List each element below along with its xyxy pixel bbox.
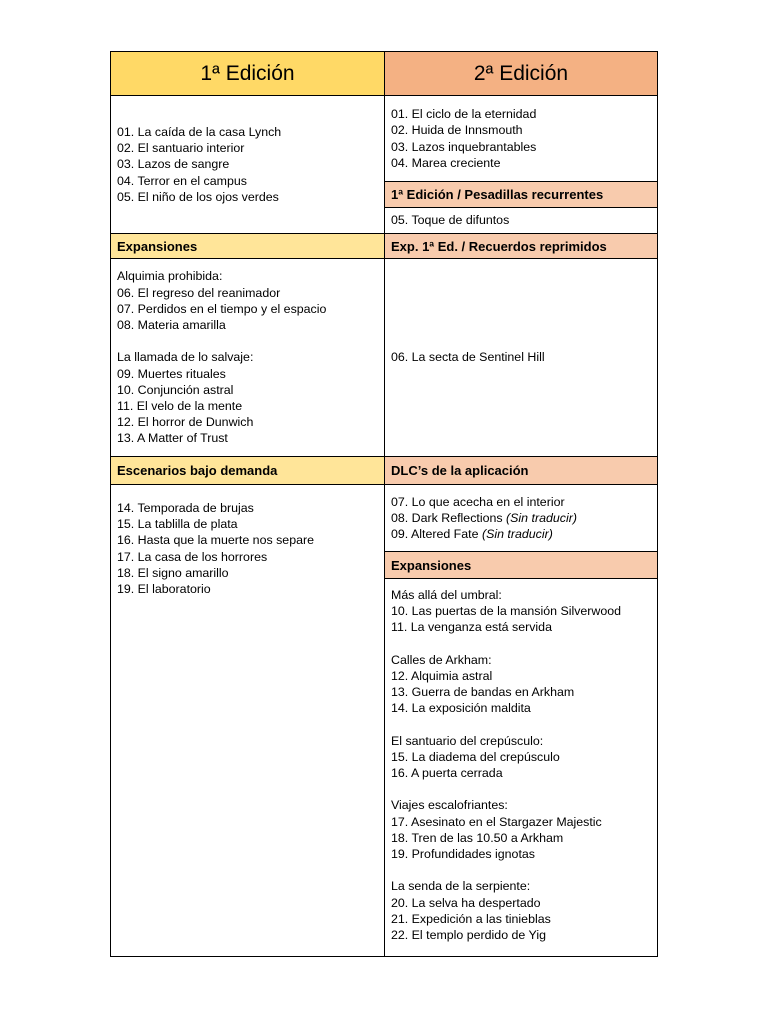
group-title: Viajes escalofriantes:: [391, 798, 508, 813]
recurrent-list: [384, 207, 658, 234]
first-edition-core-list: [110, 95, 385, 234]
list-item: 17. Asesinato en el Stargazer Majestic: [391, 814, 602, 829]
section-title: DLC’s de la aplicación: [391, 463, 529, 478]
list-item: 19. El laboratorio: [117, 581, 211, 596]
list-item: 21. Expedición a las tinieblas: [391, 911, 551, 926]
list-item: 13. Guerra de bandas en Arkham: [391, 685, 575, 700]
list-item: 18. El signo amarillo: [117, 565, 229, 580]
header-first-edition: [110, 51, 385, 96]
list-item: 15. La diadema del crepúsculo: [391, 749, 560, 764]
group-title: El santuario del crepúsculo:: [391, 733, 544, 748]
list-item: 04. Marea creciente: [391, 155, 501, 170]
first-edition-expansions-list: [110, 258, 385, 457]
list-item: 16. Hasta que la muerte nos separe: [117, 533, 314, 548]
list-item: 12. El horror de Dunwich: [117, 415, 254, 430]
second-edition-core-list: [384, 95, 658, 182]
section-expansions-right: [384, 551, 658, 579]
section-recurrent-nightmares: [384, 181, 658, 208]
section-on-demand: [110, 456, 385, 485]
group-title: La senda de la serpiente:: [391, 879, 531, 894]
on-demand-list: [110, 484, 385, 957]
header-second-edition-text: 2ª Edición: [473, 61, 569, 85]
section-title: Expansiones: [391, 557, 472, 573]
second-edition-expansions-list: [384, 578, 658, 957]
list-item: 05. Toque de difuntos: [391, 213, 510, 228]
list-item: 10. Las puertas de la mansión Silverwood: [391, 604, 622, 619]
list-item: 17. La casa de los horrores: [117, 549, 268, 564]
list-item: 01. El ciclo de la eternidad: [391, 107, 537, 122]
list-item: 22. El templo perdido de Yig: [391, 927, 546, 942]
section-title: 1ª Edición / Pesadillas recurrentes: [391, 187, 604, 202]
untranslated-note: (Sin traducir): [506, 510, 577, 525]
list-item: 20. La selva ha despertado: [391, 895, 541, 910]
section-repressed-memories: [384, 233, 658, 259]
list-item: 11. El velo de la mente: [117, 398, 243, 413]
list-item: 13. A Matter of Trust: [117, 431, 228, 446]
group-title: La llamada de lo salvaje:: [117, 350, 254, 365]
section-title: Expansiones: [117, 238, 198, 254]
list-item: 05. El niño de los ojos verdes: [117, 189, 279, 204]
list-item: 18. Tren de las 10.50 a Arkham: [391, 830, 564, 845]
list-item: 19. Profundidades ignotas: [391, 847, 535, 861]
header-second-edition: [384, 51, 658, 96]
group-title: Calles de Arkham:: [391, 652, 492, 667]
item-title: 08. Dark Reflections: [391, 510, 503, 525]
list-item: 09. Muertes rituales: [117, 366, 226, 381]
list-item: 07. Perdidos en el tiempo y el espacio: [117, 301, 327, 316]
untranslated-note: (Sin traducir): [481, 527, 553, 542]
group-title: Más allá del umbral:: [391, 588, 502, 602]
list-item: [391, 526, 657, 542]
item-title: 09. Altered Fate: [391, 527, 479, 542]
header-first-edition-text: 1ª Edición: [200, 61, 295, 85]
section-app-dlc: [384, 456, 658, 485]
list-item: 07. Lo que acecha en el interior: [391, 494, 565, 509]
list-item: 02. El santuario interior: [117, 141, 245, 156]
list-item: 06. El regreso del reanimador: [117, 285, 281, 300]
repressed-memories-list: [384, 258, 658, 457]
list-item: 16. A puerta cerrada: [391, 766, 503, 781]
list-item: 11. La venganza está servida: [391, 620, 552, 635]
list-item: 06. La secta de Sentinel Hill: [391, 350, 545, 365]
list-item: 01. La caída de la casa Lynch: [117, 125, 282, 140]
section-expansions-left: [110, 233, 385, 259]
group-title: Alquimia prohibida:: [117, 269, 223, 284]
list-item: 03. Lazos inquebrantables: [391, 139, 537, 154]
list-item: 03. Lazos de sangre: [117, 157, 230, 172]
list-item: 12. Alquimia astral: [391, 668, 493, 683]
list-item: [391, 510, 657, 526]
list-item: 14. La exposición maldita: [391, 701, 531, 716]
list-item: 15. La tablilla de plata: [117, 517, 238, 532]
list-item: 04. Terror en el campus: [117, 173, 247, 188]
section-title: Escenarios bajo demanda: [117, 463, 278, 478]
list-item: 02. Huida de Innsmouth: [391, 123, 523, 138]
section-title: Exp. 1ª Ed. / Recuerdos reprimidos: [391, 238, 607, 254]
list-item: 10. Conjunción astral: [117, 382, 234, 397]
list-item: 08. Materia amarilla: [117, 318, 226, 333]
dlc-list: [384, 484, 658, 552]
list-item: 14. Temporada de brujas: [117, 501, 254, 515]
